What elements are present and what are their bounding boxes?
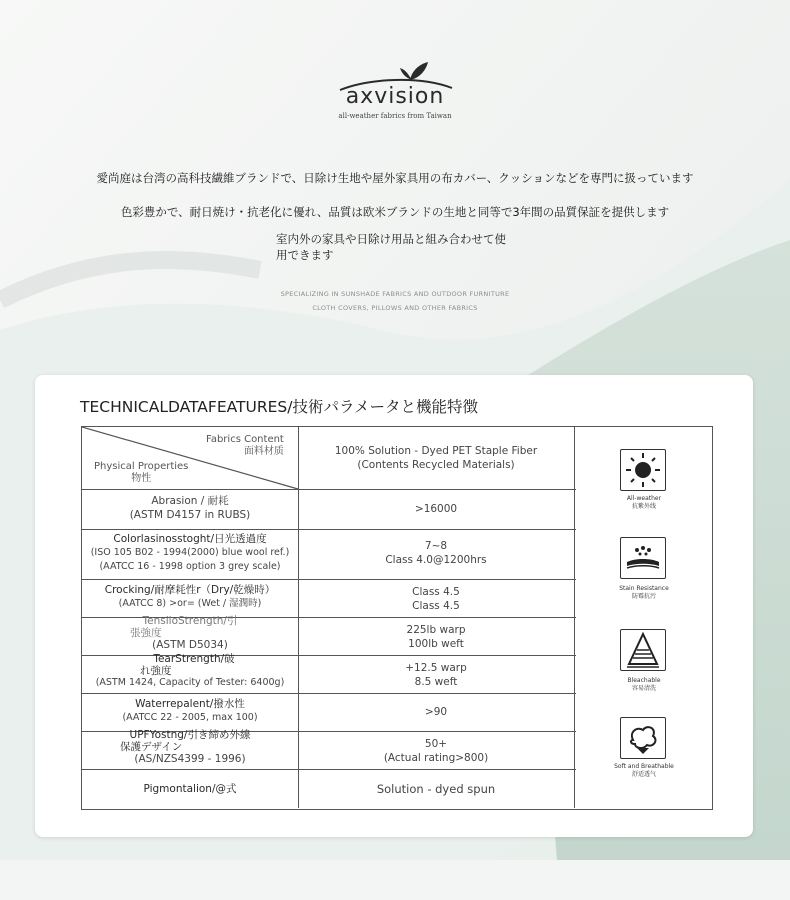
- section-title: TECHNICALDATAFEATURES/技術パラメータと機能特徴: [80, 398, 478, 416]
- property-name: れ強度: [140, 665, 172, 677]
- table-row-property: [82, 653, 298, 689]
- property-value: Class 4.5: [412, 600, 460, 612]
- property-value: +12.5 warp: [405, 662, 467, 674]
- fabric-content-cell: [298, 444, 574, 472]
- intro-line-3: [276, 231, 506, 263]
- table-row-value: [298, 705, 574, 719]
- property-value: 225lb warp: [406, 624, 466, 636]
- property-standard: (ASTM 1424, Capacity of Tester: 6400g): [95, 677, 285, 688]
- row-divider: [82, 489, 576, 490]
- bleach-icon: [620, 629, 666, 671]
- property-name: Pigmontalion/@式: [143, 783, 237, 795]
- property-standard: (ISO 105 B02 - 1994(2000) blue wool ref.): [90, 547, 290, 558]
- table-row-value: [298, 585, 574, 613]
- technical-data-table: [81, 426, 713, 810]
- property-standard: (AS/NZS4399 - 1996): [134, 753, 246, 765]
- fabrics-content-cn: 面料材质: [243, 446, 284, 457]
- table-row-property: [82, 615, 298, 651]
- table-row-value: [298, 539, 574, 567]
- table-row-value: [298, 782, 574, 796]
- table-row-property: [82, 729, 298, 765]
- feature-label: [602, 495, 686, 511]
- content-line-2: (Contents Recycled Materials): [357, 459, 515, 471]
- feature-cn: 舒适透气: [631, 771, 656, 778]
- physical-en: Physical Properties: [94, 461, 189, 472]
- stain-icon: [620, 537, 666, 579]
- feature-cn: 容易清洗: [631, 685, 656, 692]
- property-value: (Actual rating>800): [383, 752, 489, 764]
- cotton-icon: [620, 717, 666, 759]
- table-row-property: [82, 697, 298, 725]
- technical-data-card: [35, 375, 753, 837]
- table-row-value: [298, 661, 574, 689]
- property-value: Class 4.0@1200hrs: [385, 554, 487, 566]
- table-row-property: [82, 532, 298, 574]
- table-row-value: [298, 502, 574, 516]
- property-name: 保護デザイン: [120, 741, 183, 753]
- property-standard: (ASTM D5034): [152, 639, 228, 651]
- property-name: UPFYostng/引き締め外線: [129, 729, 251, 741]
- property-value: 100lb weft: [408, 638, 464, 650]
- feature-en: Bleachable: [627, 677, 661, 684]
- property-value: Solution - dyed spun: [376, 782, 496, 796]
- row-divider: [82, 529, 576, 530]
- table-row-value: [298, 623, 574, 651]
- physical-properties-label: [94, 461, 188, 485]
- feature-en: All-weather: [626, 495, 662, 502]
- property-value: 7~8: [424, 540, 448, 552]
- property-standard: (ASTM D4157 in RUBS): [129, 509, 251, 521]
- brand-name: axvision: [345, 84, 445, 109]
- property-name: 張強度: [130, 627, 162, 639]
- feature-label: [602, 677, 686, 693]
- feature-cn: 防霉抗污: [631, 593, 656, 600]
- fabrics-content-en: Fabrics Content: [206, 434, 284, 445]
- property-standard: (AATCC 16 - 1998 option 3 grey scale): [99, 561, 281, 572]
- property-standard: (AATCC 8) >or= (Wet / 湿潤時): [118, 598, 262, 609]
- subtitle-line-1: SPECIALIZING IN SUNSHADE FABRICS AND OUTDOOR FURNITURE: [280, 290, 510, 298]
- physical-cn: 物性: [131, 473, 152, 484]
- property-value: >16000: [414, 503, 458, 515]
- row-divider: [82, 579, 576, 580]
- property-name: Colorlasinosstoght/日光透過度: [113, 533, 267, 545]
- intro-line-3a: 室内外の家具や日除け用品と組み合わせて使: [276, 232, 506, 246]
- fabrics-content-label: [206, 434, 284, 458]
- feature-en: Soft and Breathable: [614, 763, 674, 770]
- feature-label: [602, 585, 686, 601]
- feature-en: Stain Resistance: [619, 585, 669, 592]
- property-name: TensiloStrength/引: [142, 615, 238, 627]
- table-row-property: [82, 782, 298, 796]
- intro-line-3b: 用できます: [276, 248, 334, 262]
- sun-icon: [620, 449, 666, 491]
- property-value: 50+: [424, 738, 448, 750]
- intro-line-2: 色彩豊かで、耐日焼け・抗老化に優れ、品質は欧米ブランドの生地と同等で3年間の品質保証を提供します: [120, 205, 670, 219]
- property-name: TearStrength/破: [153, 653, 235, 665]
- subtitle-line-2: CLOTH COVERS, PILLOWS AND OTHER FABRICS: [312, 304, 478, 312]
- brand-logo: [320, 58, 470, 128]
- property-value: Class 4.5: [412, 586, 460, 598]
- row-divider: [82, 769, 576, 770]
- property-value: 8.5 weft: [414, 676, 458, 688]
- property-name: Abrasion / 耐耗: [151, 495, 229, 507]
- table-row-property: [82, 494, 298, 522]
- feature-cn: 抗紫外线: [631, 503, 656, 510]
- table-row-property: [82, 583, 298, 611]
- property-standard: (AATCC 22 - 2005, max 100): [122, 712, 258, 723]
- table-row-value: [298, 737, 574, 765]
- feature-label: [602, 763, 686, 779]
- brand-tagline: all-weather fabrics from Taiwan: [338, 112, 452, 120]
- property-value: >90: [424, 706, 448, 718]
- content-line-1: 100% Solution - Dyed PET Staple Fiber: [334, 445, 538, 457]
- row-divider: [82, 693, 576, 694]
- property-name: Crocking/耐摩耗性r（Dry/乾燥時）: [104, 584, 276, 596]
- property-name: Waterrepalent/撥水性: [135, 698, 245, 710]
- intro-line-1: 愛尚庭は台湾の高科技繊維ブランドで、日除け生地や屋外家具用の布カバー、クッションなどを専門に扱っています: [96, 171, 694, 185]
